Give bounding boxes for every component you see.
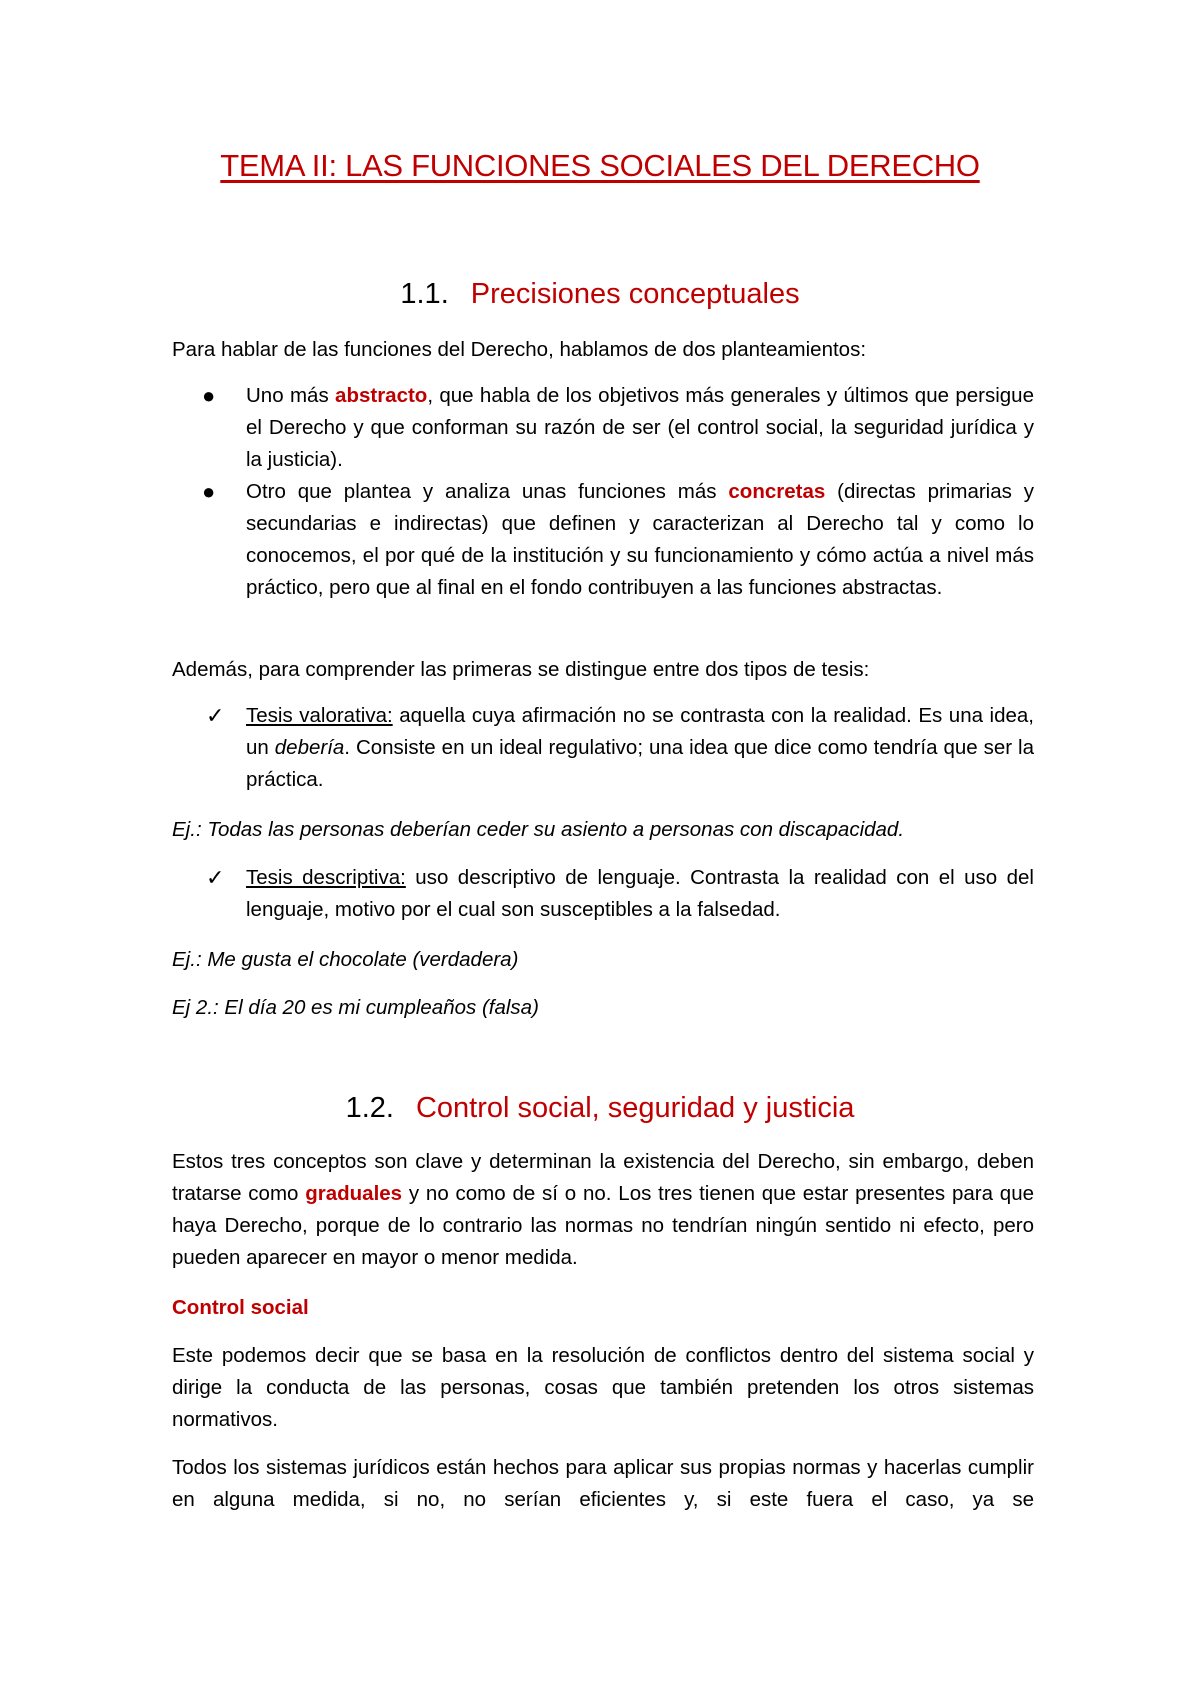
thesis-label: Tesis valorativa: [246,704,393,727]
document-title: TEMA II: LAS FUNCIONES SOCIALES DEL DERECHO [220,148,980,183]
checkmark-icon: ✓ [206,865,225,890]
highlight-abstracto: abstracto [335,384,428,407]
section-title: Precisiones conceptuales [470,278,800,310]
paragraph-sistemas-juridicos: Todos los sistemas jurídicos están hechos para aplicar sus propias normas y hacerlas cumplir en alguna medida, si no, no serían eficientes y, si este fuera el caso, ya se [172,1456,1034,1511]
intro-paragraph: Para hablar de las funciones del Derecho, hablamos de dos planteamientos: [172,338,867,361]
section-heading-1-2 [0,1092,1200,1125]
checkmark-icon: ✓ [206,703,225,728]
example-1: Ej.: Todas las personas deberían ceder su asiento a personas con discapacidad. [172,818,905,841]
thesis-intro-paragraph: Además, para comprender las primeras se distingue entre dos tipos de tesis: [172,658,870,681]
paragraph-control-social: Este podemos decir que se basa en la resolución de conflictos dentro del sistema social y dirige la conducta de las personas, cosas que también pretenden los otros sistemas normativos. [172,1344,1034,1431]
bullet-concrete: Otro que plantea y analiza unas funciones más concretas (directas primarias y secundarias e indirectas) que definen y caracterizan al Derecho tal y como lo conocemos, el por qué de la institución y su funcionamiento y cómo actúa a nivel más práctico, pero que al final en el fondo contribuyen a las funciones abstractas. [246,480,1034,599]
highlight-concretas: concretas [728,480,826,503]
bullet-dot-icon: ● [202,479,216,504]
highlight-graduales: graduales [305,1182,403,1205]
section-title: Control social, seguridad y justicia [415,1092,855,1124]
thesis-valorativa: Tesis valorativa: aquella cuya afirmación no se contrasta con la realidad. Es una idea, un debería. Consiste en un ideal regulativo; una idea que dice como tendría que ser la práctica. [246,704,1034,791]
section-number: 1.1. [400,278,449,310]
example-3: Ej 2.: El día 20 es mi cumpleaños (falsa) [172,996,539,1019]
thesis-descriptiva: Tesis descriptiva: uso descriptivo de lenguaje. Contrasta la realidad con el uso del lenguaje, motivo por el cual son susceptibles a la falsedad. [246,866,1034,921]
section-heading-1-1 [0,278,1200,311]
bullet-abstract: Uno más abstracto, que habla de los objetivos más generales y últimos que persigue el Derecho y que conforman su razón de ser (el control social, la seguridad jurídica y la justicia). [246,384,1034,471]
paragraph-graduales: Estos tres conceptos son clave y determinan la existencia del Derecho, sin embargo, deben tratarse como graduales y no como de sí o no. Los tres tienen que estar presentes para que haya Derecho, porque de lo contrario las normas no tendrían ningún sentido ni efecto, pero pueden aparecer en mayor o menor medida. [172,1150,1034,1269]
thesis-label: Tesis descriptiva: [246,866,406,889]
example-2: Ej.: Me gusta el chocolate (verdadera) [172,948,519,971]
subheading-control-social: Control social [172,1296,309,1319]
section-number: 1.2. [345,1092,394,1124]
bullet-dot-icon: ● [202,383,216,408]
